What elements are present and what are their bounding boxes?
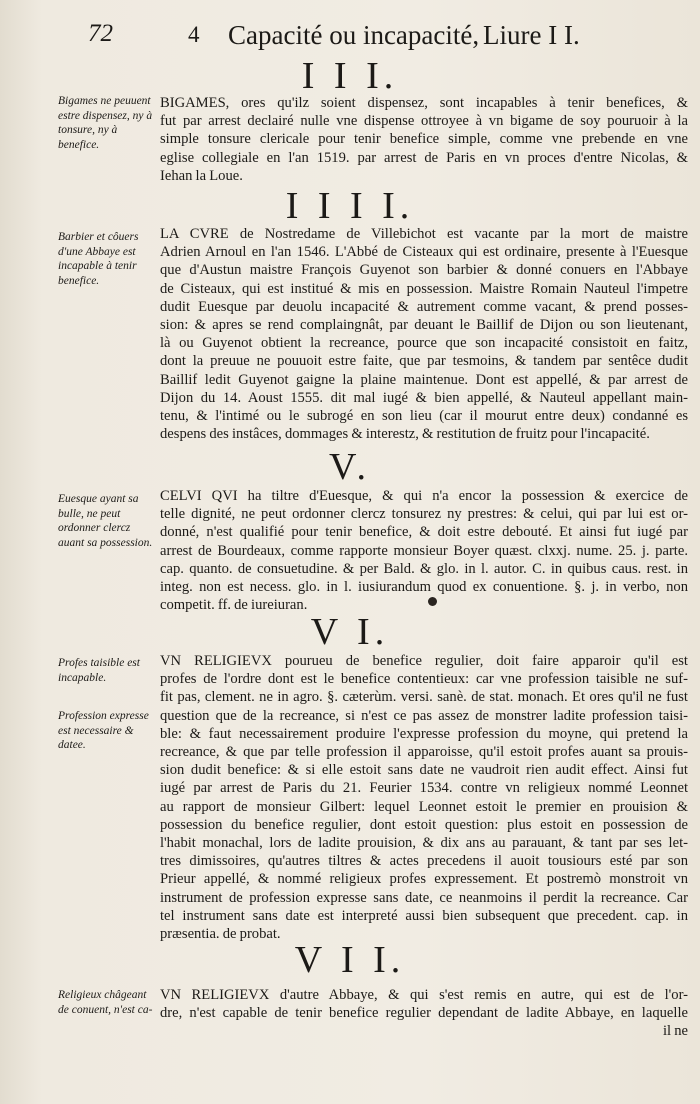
text-line: que d'Austun maistre François Guyenot son barbier & donné conuers en l'Abbaye <box>160 262 688 279</box>
text-line: simple tonsure clericale pour tenir benefice simple, comme vne prebende en vne <box>160 131 688 148</box>
text-line: CELVI QVI ha tiltre d'Euesque, & qui n'a encor la possession & exercice de <box>160 488 688 504</box>
margin-note: Profession expresse est necessaire & datee. <box>58 710 149 751</box>
text-line: Iehan la Loue. <box>160 167 243 184</box>
text-line: integ. non est necess. glo. in l. iusiurandum quod ex conuentione. §. j. in verbo, non <box>160 579 688 596</box>
text-line: là ou Guyenot obtient la recreance, pource que son incapacité consistoit en faitz, <box>160 335 688 352</box>
text-line: au rapport de monsieur Gilbert: lequel Leonnet estoit le premier en prouision & <box>160 798 688 815</box>
text-line: iugé par arrest de Paris du 21. Feurier 1534. contre vn religieux nommé Leonnet <box>160 780 688 797</box>
text-line: tel instrument sans date est interpreté aussi bien subsequent que precedent. cap. in <box>160 907 688 924</box>
section-text-v <box>160 487 688 614</box>
text-line: competit. ff. de iureiuran. <box>160 597 308 614</box>
section-heading-vii: V I I. <box>294 939 406 981</box>
margin-note: Euesque ayant sa bulle, ne peut ordonner clercz auant sa possession. <box>58 493 153 549</box>
text-line: recreance, & que par telle profession il apparoisse, qu'il estoit profes auant sa prouis- <box>160 744 688 761</box>
text-line: profes de l'ordre dont est le benefice contentieux: car vne profession taisible ne suf- <box>160 671 688 688</box>
text-line: Baillif ledit Guyenot gaigne la plaine maintenue. Dont est appellé, & par arrest de <box>160 371 688 388</box>
section-heading-v: V. <box>328 446 372 488</box>
running-head <box>88 18 688 54</box>
section-heading-iiii: I I I I. <box>285 185 415 227</box>
text-line: dudit Euesque par deuolu incapacité & autrement comme vacant, & prend posses- <box>160 298 688 315</box>
text-line: arrest de Bourdeaux, comme rapporte monsieur Boyer quæst. clxxj. nume. 25. j. parte. <box>160 542 688 559</box>
book-label: Liure I I. <box>483 20 580 50</box>
text-line: BIGAMES, ores qu'ilz soient dispensez, sont incapables à tenir benefices, & <box>160 95 688 111</box>
section-heading-vi: V I. <box>310 611 390 653</box>
margin-note: Profes taisible est incapable. <box>58 657 140 684</box>
margin-note: Bigames ne peuuent estre dispensez, ny à tonsure, ny à benefice. <box>58 95 153 151</box>
text-line: despens des instâces, dommages & interestz, & restitution de fruitz pour l'incapacité. <box>160 426 650 443</box>
text-line: sion dudit benefice: & si elle estoit sans date ne vaudroit rien audit effect. Ainsi fut <box>160 762 688 779</box>
text-line: Dijon du 14. Aoust 1555. dit mal iugé & bien appellé, & Nauteul appellant main- <box>160 389 688 406</box>
text-line: de Cisteaux, qui est institué & mis en possession. Maistre Romain Nauteul l'impetre <box>160 280 688 297</box>
section-text-iiii <box>160 225 688 443</box>
ink-spot <box>428 597 437 606</box>
text-line: Adrien Arnoul en l'an 1546. L'Abbé de Cisteaux qui est ordinaire, presente à l'Euesque <box>160 244 688 261</box>
text-line: question que de la recreance, si n'est ce pas assez de monstrer ladite profession taisi- <box>160 707 688 724</box>
margin-note: Religieux châgeant de conuent, n'est ca- <box>58 989 153 1016</box>
section-heading-iii: I I I. <box>301 55 399 97</box>
text-line: telle dignité, ne peut ordonner clercz tonsurez ny prestres: & celui, qui par lui est or- <box>160 506 688 523</box>
text-line: sion: & apres se rend complaingnât, par deuant le Baillif de Dijon ou son lieutenant, <box>160 317 688 334</box>
section-text-vi <box>160 652 688 943</box>
text-line: cap. quanto. de consuetudine. & per Bald. & glo. in l. autor. C. in quibus caus. rest. in <box>160 560 688 577</box>
text-line: LA CVRE de Nostredame de Villebichot est vacante par la mort de maistre <box>160 226 688 242</box>
text-line: Prieur appellé, & nommé religieux profes expressement. Et postremò monstroit vn <box>160 871 688 888</box>
text-line: dont la preuue ne pouuoit estre faite, que par tesmoins, & tandem par sentêce dudit <box>160 353 688 370</box>
text-line: tres dimissoires, qu'autres tiltres & actes precedens il auoit tousiours esté par son <box>160 853 688 870</box>
text-line: præsentia. de probat. <box>160 926 281 943</box>
running-title: Capacité ou incapacité, <box>228 20 480 50</box>
text-line: fit pas, clement. ne in agro. §. cæterùm. versi. sanè. de stat. monach. Et ores qu'il ne fust <box>160 689 688 706</box>
text-line: fut par arrest declairé nulle vne dispense ottroyee à vn bigame de soy pouruoir à la <box>160 113 688 130</box>
text-line: possession du benefice regulier, dont estoit question: plus estoit en possession de <box>160 816 688 833</box>
text-line: dre, n'est capable de tenir benefice regulier dependant de ladite Abbaye, en laquelle <box>160 1005 688 1022</box>
text-line: VN RELIGIEVX d'autre Abbaye, & qui s'est remis en autre, qui est de l'or- <box>160 987 688 1003</box>
catchword-line: il ne <box>662 1023 688 1040</box>
section-text-iii <box>160 94 688 185</box>
text-line: VN RELIGIEVX pourueu de benefice regulier, doit faire apparoir qu'il est <box>160 653 688 669</box>
margin-note: Barbier et côuers d'une Abbaye est incapable à tenir benefice. <box>58 231 139 287</box>
text-line: instrument de profession expresse sans date, ce neanmoins il perdit la recreance. Car <box>160 889 688 906</box>
text-line: ble: & faut necessairement produire l'expresse profession du moyne, qui pretend la <box>160 725 688 742</box>
page-number: 72 <box>88 20 113 47</box>
text-line: donné, n'est qualifié pour tenir benefice, & doit estre debouté. Et ainsi fut iugé par <box>160 524 688 541</box>
text-line: tenu, & l'intimé ou le subrogé en son lieu (car il mourut entre deux) condanné es <box>160 408 688 425</box>
section-text-vii <box>160 986 688 1041</box>
text-line: l'habit monachal, lors de ladite prouision, & dix ans au parauant, & tant par ses let- <box>160 835 688 852</box>
signature-mark: 4 <box>188 22 200 47</box>
text-line: eglise collegiale en l'an 1519. par arrest de Paris en vn proces d'entre Nicolas, & <box>160 149 688 166</box>
